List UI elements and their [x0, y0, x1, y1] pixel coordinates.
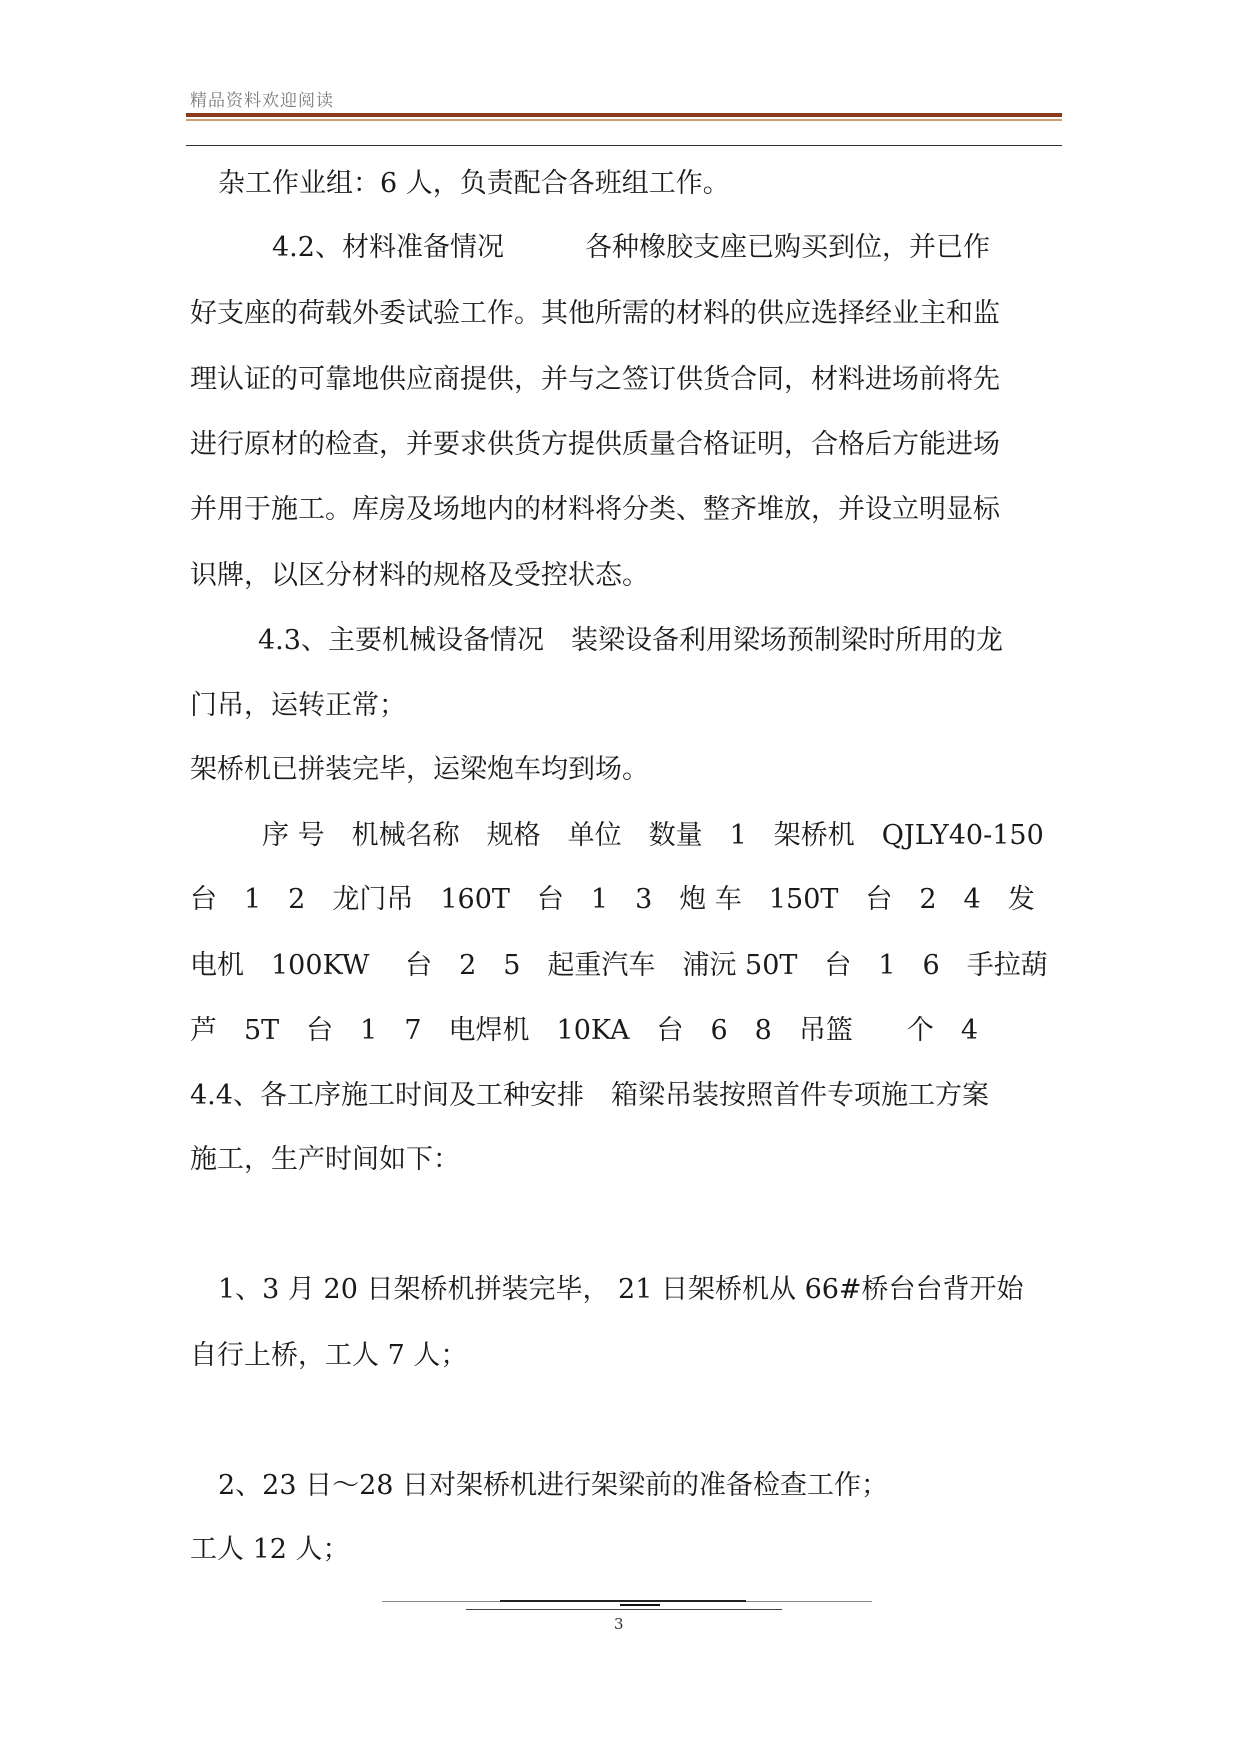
body-line: 好支座的荷载外委试验工作。其他所需的材料的供应选择经业主和监 — [190, 298, 1000, 329]
body-line: 施工，生产时间如下： — [190, 1144, 460, 1175]
body-line: 架桥机已拼装完毕，运梁炮车均到场。 — [190, 754, 649, 785]
header-rule-thick — [186, 113, 1062, 117]
body-line: 理认证的可靠地供应商提供，并与之签订供货合同，材料进场前将先 — [190, 364, 1000, 395]
body-line: 4.3、主要机械设备情况 装梁设备利用梁场预制梁时所用的龙 — [258, 625, 1003, 656]
footer-rule — [466, 1609, 782, 1610]
footer-rule — [620, 1604, 660, 1606]
page-number: 3 — [614, 1615, 624, 1633]
body-line: 台 1 2 龙门吊 160T 台 1 3 炮 车 150T 台 2 4 发 — [190, 884, 1035, 915]
body-line: 2、23 日～28 日对架桥机进行架梁前的准备检查工作； — [218, 1470, 889, 1501]
body-line: 芦 5T 台 1 7 电焊机 10KA 台 6 8 吊篮 个 4 — [190, 1015, 979, 1046]
body-line: 电机 100KW 台 2 5 起重汽车 浦沅 50T 台 1 6 手拉葫 — [190, 950, 1048, 981]
header-rule-thin — [186, 119, 1062, 121]
body-line: 杂工作业组：6 人，负责配合各班组工作。 — [218, 168, 730, 199]
body-line: 并用于施工。库房及场地内的材料将分类、整齐堆放，并设立明显标 — [190, 494, 1000, 525]
body-line: 识牌，以区分材料的规格及受控状态。 — [190, 560, 649, 591]
page-header-text: 精品资料欢迎阅读 — [190, 91, 334, 111]
header-rule-black — [186, 145, 1062, 146]
body-line: 门吊，运转正常； — [190, 690, 406, 721]
body-line: 进行原材的检查，并要求供货方提供质量合格证明，合格后方能进场 — [190, 429, 1000, 460]
body-line: 4.4、各工序施工时间及工种安排 箱梁吊装按照首件专项施工方案 — [190, 1080, 989, 1111]
body-line: 序 号 机械名称 规格 单位 数量 1 架桥机 QJLY40-150 — [262, 820, 1044, 851]
footer-rule — [500, 1600, 746, 1602]
body-line: 工人 12 人； — [190, 1534, 350, 1565]
body-line: 自行上桥，工人 7 人； — [190, 1340, 468, 1371]
body-line: 4.2、材料准备情况 各种橡胶支座已购买到位，并已作 — [272, 232, 990, 263]
body-line: 1、3 月 20 日架桥机拼装完毕， 21 日架桥机从 66#桥台台背开始 — [218, 1274, 1024, 1305]
